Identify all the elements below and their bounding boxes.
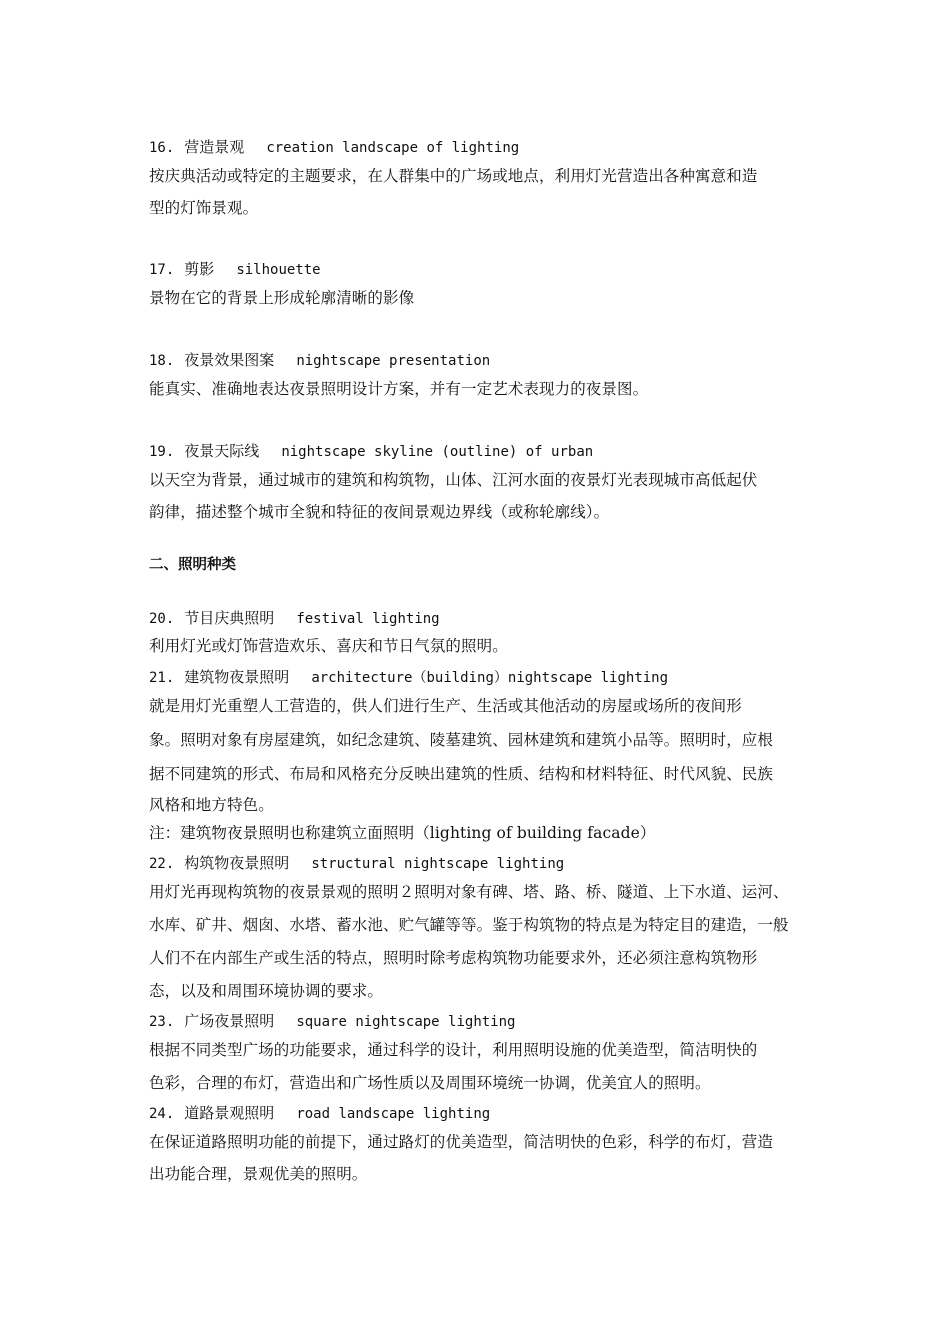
term-body-line: 风格和地方特色。 [149, 796, 274, 814]
term-chinese: 夜景天际线 [184, 442, 260, 460]
term-body-line: 按庆典活动或特定的主题要求，在人群集中的广场或地点，利用灯光营造出各种寓意和造 [149, 167, 758, 185]
term-body-line: 象。照明对象有房屋建筑，如纪念建筑、陵墓建筑、园林建筑和建筑小品等。照明时，应根 [149, 731, 774, 749]
term-body-line: 就是用灯光重塑人工营造的，供人们进行生产、生活或其他活动的房屋或场所的夜间形 [149, 697, 742, 715]
term-body-line: 用灯光再现构筑物的夜景景观的照明２照明对象有碑、塔、路、桥、隧道、上下水道、运河、 [149, 883, 789, 901]
term-heading-22 [149, 853, 564, 874]
term-chinese: 营造景观 [184, 138, 245, 156]
term-number: 20. [149, 611, 175, 627]
term-body-line: 色彩，合理的布灯，营造出和广场性质以及周围环境统一协调，优美宜人的照明。 [149, 1074, 711, 1092]
term-chinese: 广场夜景照明 [184, 1012, 275, 1030]
term-body-line: 根据不同类型广场的功能要求，通过科学的设计，利用照明设施的优美造型，简洁明快的 [149, 1041, 758, 1059]
term-body-line: 韵律，描述整个城市全貌和特征的夜间景观边界线（或称轮廓线）。 [149, 503, 610, 521]
term-number: 18. [149, 353, 175, 369]
term-heading-21 [149, 667, 668, 688]
term-number: 17. [149, 262, 175, 278]
term-english: creation landscape of lighting [266, 140, 520, 156]
term-chinese: 剪影 [184, 260, 215, 278]
document-page [149, 0, 799, 1344]
term-chinese: 道路景观照明 [184, 1104, 275, 1122]
term-body-line: 人们不在内部生产或生活的特点，照明时除考虑构筑物功能要求外，还必须注意构筑物形 [149, 949, 758, 967]
term-body-line: 在保证道路照明功能的前提下，通过路灯的优美造型，简洁明快的色彩，科学的布灯，营造 [149, 1133, 774, 1151]
term-body-line: 利用灯光或灯饰营造欢乐、喜庆和节日气氛的照明。 [149, 637, 508, 655]
section-heading: 二、照明种类 [149, 557, 236, 573]
term-heading-18 [149, 350, 490, 371]
term-number: 24. [149, 1106, 175, 1122]
term-chinese: 建筑物夜景照明 [184, 668, 290, 686]
term-body-line: 能真实、准确地表达夜景照明设计方案，并有一定艺术表现力的夜景图。 [149, 380, 649, 398]
term-heading-19 [149, 441, 593, 462]
term-chinese: 节目庆典照明 [184, 609, 275, 627]
term-heading-16 [149, 137, 519, 158]
term-english: structural nightscape lighting [311, 856, 565, 872]
term-heading-17 [149, 259, 321, 280]
term-body-line: 出功能合理，景观优美的照明。 [149, 1165, 368, 1183]
term-heading-23 [149, 1011, 515, 1032]
term-number: 23. [149, 1014, 175, 1030]
term-body-line: 水库、矿井、烟囱、水塔、蓄水池、贮气罐等等。鉴于构筑物的特点是为特定目的建造，一般 [149, 916, 789, 934]
term-body-line: 景物在它的背景上形成轮廓清晰的影像 [149, 289, 415, 307]
term-chinese: 夜景效果图案 [184, 351, 275, 369]
term-body-line: 以天空为背景，通过城市的建筑和构筑物，山体、江河水面的夜景灯光表现城市高低起伏 [149, 471, 758, 489]
term-english: road landscape lighting [296, 1106, 491, 1122]
term-body-line: 据不同建筑的形式、布局和风格充分反映出建筑的性质、结构和材料特征、时代风貌、民族 [149, 765, 774, 783]
term-body-line: 态，以及和周围环境协调的要求。 [149, 982, 384, 1000]
term-english: square nightscape lighting [296, 1014, 516, 1030]
term-heading-20 [149, 608, 440, 629]
term-body-line: 型的灯饰景观。 [149, 199, 259, 217]
term-heading-24 [149, 1103, 490, 1124]
term-english: festival lighting [296, 611, 440, 627]
term-number: 21. [149, 670, 175, 686]
term-english: nightscape skyline (outline) of urban [281, 444, 594, 460]
term-english: architecture（building）nightscape lighting [311, 670, 669, 686]
term-chinese: 构筑物夜景照明 [184, 854, 290, 872]
term-number: 16. [149, 140, 175, 156]
term-english: nightscape presentation [296, 353, 491, 369]
term-english: silhouette [236, 262, 321, 278]
term-number: 19. [149, 444, 175, 460]
term-number: 22. [149, 856, 175, 872]
term-note: 注：建筑物夜景照明也称建筑立面照明（lighting of building facade） [149, 824, 656, 842]
